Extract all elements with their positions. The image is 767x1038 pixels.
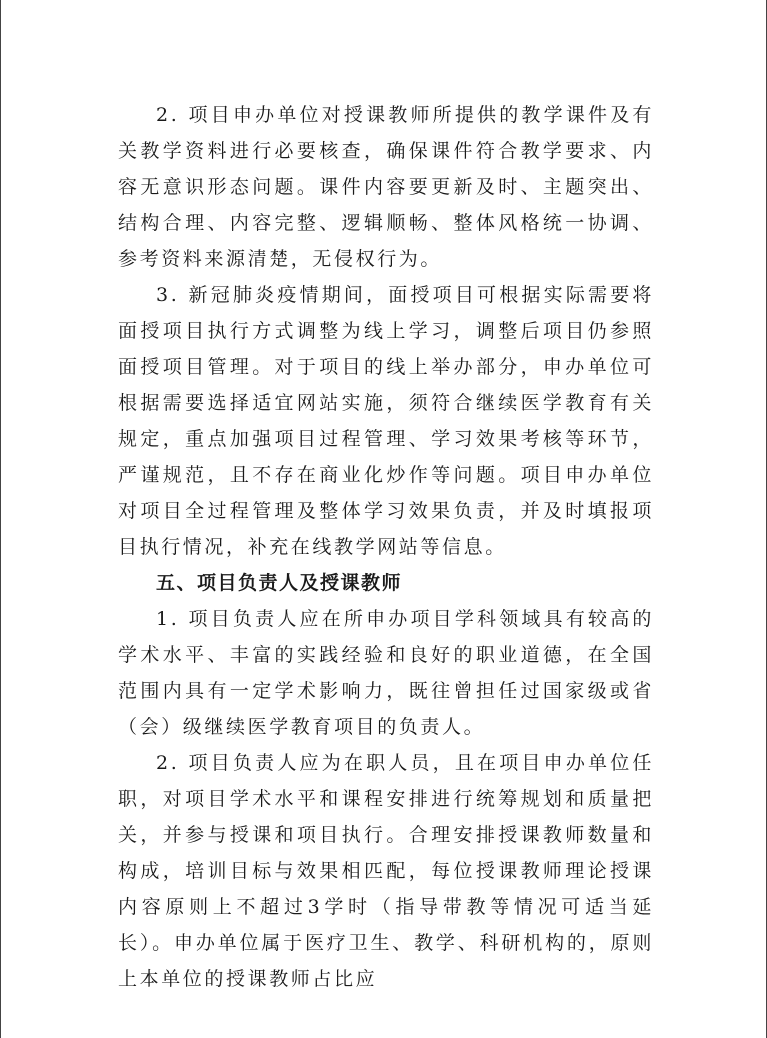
section-paragraph-2: 2. 项目负责人应为在职人员，且在项目申办单位任职，对项目学术水平和课程安排进行统筹规划和质量把关，并参与授课和项目执行。合理安排授课教师数量和构成，培训目标与效果相匹配，每位授课教师理论授课内容原则上不超过3学时（指导带教等情况可适当延长）。申办单位属于医疗卫生、教学、科研机构的，原则上本单位的授课教师占比应 xyxy=(118,752,654,990)
section-heading: 五、项目负责人及授课教师 xyxy=(156,572,403,594)
paragraph-item-3: 3. 新冠肺炎疫情期间，面授项目可根据实际需要将面授项目执行方式调整为线上学习，调整后项目仍参照面授项目管理。对于项目的线上举办部分，申办单位可根据需要选择适宜网站实施，须符合继续医学教育有关规定，重点加强项目过程管理、学习效果考核等环节，严谨规范，且不存在商业化炒作等问题。项目申办单位对项目全过程管理及整体学习效果负责，并及时填报项目执行情况，补充在线教学网站等信息。 xyxy=(118,284,654,558)
section-paragraph-1: 1. 项目负责人应在所申办项目学科领域具有较高的学术水平、丰富的实践经验和良好的职业道德，在全国范围内具有一定学术影响力，既往曾担任过国家级或省（会）级继续医学教育项目的负责人。 xyxy=(118,608,654,738)
paragraph-item-2: 2. 项目申办单位对授课教师所提供的教学课件及有关教学资料进行必要核查，确保课件符合教学要求、内容无意识形态问题。课件内容要更新及时、主题突出、结构合理、内容完整、逻辑顺畅、整体风格统一协调、参考资料来源清楚，无侵权行为。 xyxy=(118,104,654,270)
document-body xyxy=(118,97,654,997)
